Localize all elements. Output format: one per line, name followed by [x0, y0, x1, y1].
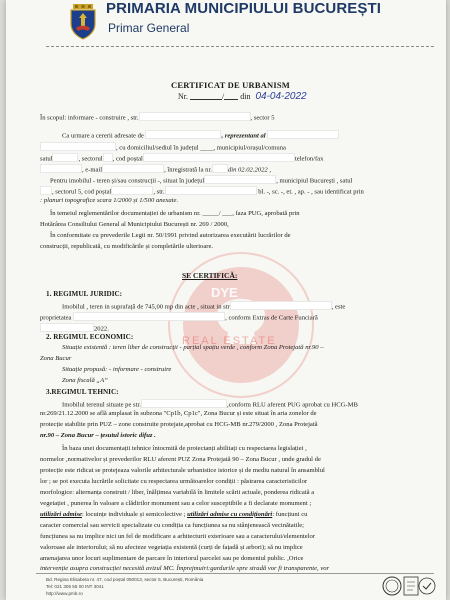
institution-subtitle: Primar General [108, 21, 190, 35]
tehnic-para-1: În baza unei documentații tehnice întocmită de proiectanți abilitați cu respectarea legislației , [62, 445, 307, 452]
se-certifica-heading: SE CERTIFICĂ: [182, 271, 238, 280]
domicile-line: , cu domiciliul/sediul în județul ____, municipiul/orașul/comuna [40, 142, 434, 152]
tehnic-para-12: intervenție asupra construcției necesită avizul MC. Împrejmuiri:gardurile spre stradă vor fi transparente, vor [40, 565, 330, 572]
address-line: satul , sectorul , cod poștal telefon/fax [40, 153, 434, 163]
economic-existing-2: Zona Bucur [40, 355, 72, 362]
juridic-line-2: proprietatea , conform Extras de Carte Funciară [40, 312, 434, 322]
hcgmb-line: Hotărârea Consiliului General al Municipiului București nr. 269 / 2000, [40, 221, 229, 228]
nr-label: Nr. [178, 92, 188, 101]
purpose-line: În scopul: informare - construire , str. , sector 5 [40, 112, 434, 122]
economic-existing: Situație existentă : teren liber de construcții - parțial spațiu verde , conform Zona Protejată nr.90 – [62, 344, 324, 351]
certification-logos-icon [382, 574, 436, 598]
watermark-subtext: REAL ESTATE [182, 335, 277, 347]
footer-website: http://www.pmb.ro [46, 591, 83, 596]
section-tehnic-heading: 3.REGIMUL TEHNIC: [46, 388, 119, 396]
juridic-line-1: Imobilul , teren in suprafață de 745,00 mp din acte , situat in str , este [62, 301, 446, 311]
tehnic-line-1: Imobilul terenul situate pe str. ,conform RLU aferent PUG aprobat cu HCG-MB [62, 399, 446, 409]
tehnic-para-8: caracter comercial sau servicii specializate cu condiția ca funcțiunea sa nu stânjenească vecinătatile; [40, 522, 304, 529]
law-line: În conformitate cu prevederile Legii nr. 50/1991 privind autorizarea executării lucrărilor de [50, 232, 291, 239]
tehnic-line-2: nr.269/21.12.2000 se află amplasat în subzona "Cp1b, Cp1c", Zona Bucur și este situat în aria zonelor de [40, 410, 317, 417]
property-line: Pentru imobilul - teren și/sau construcții -, situat în județul , municipiul București , satul [50, 175, 444, 185]
tehnic-para-6: vegetației , punerea în valoare a clădirilor monument sau a celor susceptibile a fi declarate monument ; [40, 500, 312, 507]
tehnic-para-3: protecție este ridicat se protejeaza valorile arhitecturale urbanistice istorice și de mediu natural în ansamblul [40, 467, 325, 474]
tehnic-para-7: utilizări admise: locuințe individuale și semicolective ; utilizări admise cu condiționări: funcțiuni cu [40, 511, 308, 518]
document-number-line: Nr. / din 04-04-2022 [178, 91, 307, 102]
economic-proposed: Situație propusă: - informare - construire [62, 366, 172, 373]
section-economic-heading: 2. REGIMUL ECONOMIC: [46, 333, 134, 341]
din-label: din [240, 92, 251, 101]
tehnic-para-9: funcțiunea sa nu implice nici un fel de modificare a arhitecturii exterioare sau a caracterului/elementelor [40, 533, 315, 540]
tehnic-para-2: normelor ,normativelor și prevederilor RLU aferent PUZ Zona Protejată 90 – Zona Bucur , unde gradul de [40, 456, 321, 463]
tehnic-para-10: valoroase ale interiorului; să nu afecteze vegetația existentă (curți de fațadă și arbori); să nu implice [40, 544, 303, 551]
watermark-text: DYE [211, 285, 238, 300]
applicant-line: Ca urmare a cererii adresate de , reprezentant al [62, 130, 446, 140]
juridic-line-3: 2022. [40, 323, 434, 333]
fiscal-zone: Zona fiscală „A” [62, 377, 108, 384]
header-divider [46, 46, 434, 47]
email-line: , e-mail , înregistrată la nr. din 02.02.2022 , [40, 164, 434, 174]
law-line-2: construcții, republicată, cu modificările și completările ulterioare. [40, 243, 214, 250]
footer-address: Bd. Regina Elisabeta nr. 47, cod poștal 050013, sector 5, București, România [46, 577, 204, 582]
footer-divider [36, 573, 434, 574]
tehnic-para-4: lor ; se pot executa lucrările solicitate cu respectarea următoarelor condiții : păstrarea caracteristicilor [40, 478, 308, 485]
document-title: CERTIFICAT DE URBANISM [171, 80, 291, 90]
section-juridic-heading: 1. REGIMUL JURIDIC: [46, 290, 123, 298]
topographic-plans-line: : planuri topografice scara 1/2000 și 1/500 anexate. [40, 197, 179, 204]
redacted-number-2 [224, 91, 238, 100]
issue-date: 04-04-2022 [255, 91, 307, 102]
redacted-number [190, 91, 222, 100]
tehnic-para-5: morfologice: alternanța construit / liber, înălțimea variabilă în limitele scării actuale, ponderea ridicată a [40, 489, 315, 496]
property-address-line: , sectorul 5, cod poștal , str. bl. -, sc. -, et. , ap. - , sau identificat prin [40, 186, 434, 196]
urban-doc-line: În temeiul reglementărilor documentației de urbanism nr. _____/ ___, faza PUG, aprobată prin [50, 210, 300, 217]
document-page [6, 0, 446, 600]
institution-name: PRIMARIA MUNICIPIULUI BUCUREȘTI [106, 0, 382, 17]
coat-of-arms-icon [68, 4, 98, 40]
footer-phone: Tel: 021 305 55 00 INT 3041 [46, 584, 104, 589]
tehnic-line-4: nr.90 – Zona Bucur – țesutul istoric difuz . [40, 432, 156, 439]
tehnic-line-3: protecție stabilite prin PUZ – zone construite protejate,aprobat cu HCG-MB nr.279/2000 , Zona Protejată [40, 421, 318, 428]
tehnic-para-11: amenajarea unor locuri suplimentare de parcare în interiorul parcelei sau pe domeniul public. ,Orice [40, 555, 304, 562]
